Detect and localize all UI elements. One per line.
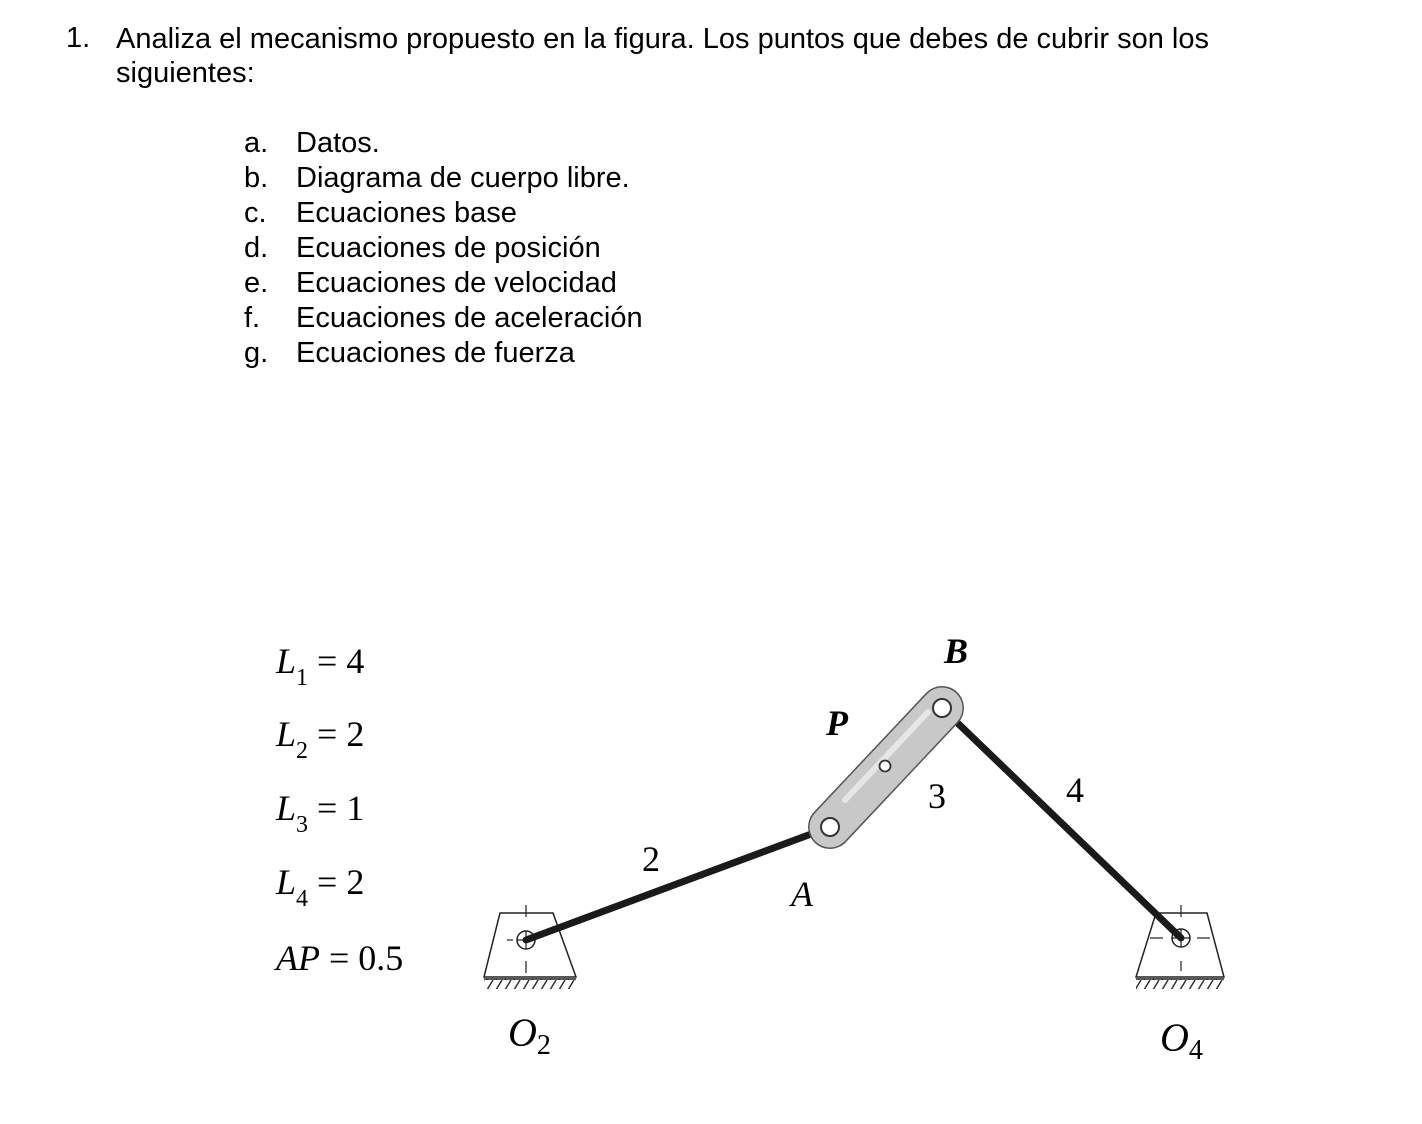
item-letter: d. (244, 232, 269, 264)
item-letter: c. (244, 197, 267, 229)
item-text: Ecuaciones de velocidad (296, 267, 617, 299)
label-a: A (791, 874, 813, 914)
data-line-ap: AP = 0.5 (276, 938, 404, 978)
label-p: P (826, 703, 848, 743)
point-p (880, 761, 891, 772)
joint-a (821, 818, 839, 836)
data-line-l3: $L_3 = 1$ (276, 788, 365, 838)
ground-pivot-o4 (1136, 905, 1224, 989)
label-b: B (944, 631, 969, 671)
item-text: Datos. (296, 127, 380, 159)
item-text: Ecuaciones de fuerza (296, 337, 575, 369)
figure-labels (508, 631, 1203, 1066)
ground-pivot-o2 (484, 905, 576, 989)
joint-b (933, 699, 951, 717)
item-text: Diagrama de cuerpo libre. (296, 162, 630, 194)
label-link-3: 3 (928, 776, 946, 816)
item-text: Ecuaciones de posición (296, 232, 601, 264)
data-values (274, 641, 403, 978)
item-letter: b. (244, 162, 269, 194)
label-o2: $O_2$ (508, 1010, 551, 1061)
item-text: Ecuaciones base (296, 197, 517, 229)
question-text: Analiza el mecanismo propuesto en la figura. Los puntos que debes de cubrir son los siguientes: (116, 23, 1209, 89)
item-letter: a. (244, 127, 269, 159)
label-link-2: 2 (642, 839, 660, 879)
item-letter: f. (244, 302, 261, 334)
question-number: 1. (66, 22, 91, 54)
item-letter: e. (244, 267, 269, 299)
item-letter: g. (244, 337, 269, 369)
link-2 (526, 827, 830, 940)
data-line-l4: $L_4 = 2$ (276, 862, 365, 912)
label-o4: $O_4$ (1160, 1015, 1203, 1066)
item-text: Ecuaciones de aceleración (296, 302, 643, 334)
link-4 (942, 708, 1181, 938)
data-line-l1: $L_1 = 4$ (276, 641, 365, 691)
data-line-l2: $L_2 = 2$ (276, 714, 365, 764)
label-link-4: 4 (1066, 770, 1084, 810)
